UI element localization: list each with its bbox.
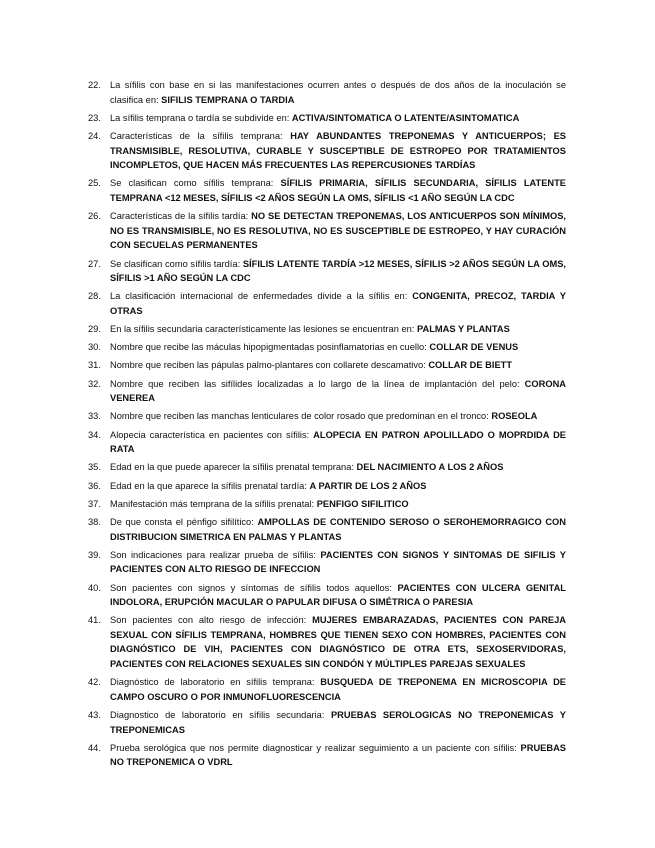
list-item xyxy=(88,322,566,337)
item-answer: SÍFILIS PRIMARIA, SÍFILIS SECUNDARIA, SÍFILIS LATENTE TEMPRANA <12 MESES, SÍFILIS <2 AÑOS SEGÚN LA OMS, SÍFILIS <1 AÑO SEGÚN LA CDC xyxy=(110,178,567,203)
item-number: 31. xyxy=(88,360,101,371)
list-item xyxy=(88,377,566,406)
item-question: Son indicaciones para realizar prueba de sífilis: xyxy=(110,549,321,560)
item-answer: PACIENTES CON ULCERA GENITAL INDOLORA, ERUPCIÓN MACULAR O PAPULAR DIFUSA O SIMÉTRICA O PARESIA xyxy=(110,582,566,608)
item-answer: PACIENTES CON SIGNOS Y SINTOMAS DE SIFILIS Y PACIENTES CON ALTO RIESGO DE INFECCION xyxy=(110,549,566,575)
item-text xyxy=(110,111,566,126)
item-answer: CORONA VENEREA xyxy=(110,378,566,404)
item-answer: BUSQUEDA DE TREPONEMA EN MICROSCOPIA DE CAMPO OSCURO O POR INMUNOFLUORESCENCIA xyxy=(110,677,566,702)
list-item xyxy=(88,176,566,205)
item-number: 29. xyxy=(88,324,101,335)
list-item xyxy=(88,78,566,107)
item-number: 24. xyxy=(88,130,101,141)
item-answer: HAY ABUNDANTES TREPONEMAS Y ANTICUERPOS; ES TRANSMISIBLE, RESOLUTIVA, CURABLE Y SUSCEPTIBLE DE ESTROPEO POR TRATAMIENTOS INCOMPLETOS, QUE HACEN MÁS FRECUENTES LAS REPERCUSIONES TARDÍAS xyxy=(110,130,566,171)
list-item xyxy=(88,257,566,286)
list-item xyxy=(88,129,566,173)
item-text xyxy=(110,479,566,494)
item-number: 22. xyxy=(88,80,101,90)
item-number: 32. xyxy=(88,378,101,389)
item-question: En la sífilis secundaria característicamente las lesiones se encuentran en: xyxy=(110,324,417,335)
item-text xyxy=(110,257,566,286)
item-answer: SÍFILIS LATENTE TARDÍA >12 MESES, SÍFILIS >2 AÑOS SEGÚN LA OMS, SÍFILIS >1 AÑO SEGÚN LA CDC xyxy=(110,258,566,284)
item-answer: ROSEOLA xyxy=(491,411,538,422)
item-answer: PENFIGO SIFILITICO xyxy=(316,498,409,509)
item-text xyxy=(110,675,566,704)
item-text xyxy=(110,741,566,770)
item-number: 27. xyxy=(88,258,101,269)
item-text xyxy=(110,129,566,173)
item-number: 43. xyxy=(88,710,101,721)
item-answer: PALMAS Y PLANTAS xyxy=(416,324,510,335)
item-number: 30. xyxy=(88,342,101,353)
item-answer: PRUEBAS SEROLOGICAS NO TREPONEMICAS Y TREPONEMICAS xyxy=(110,710,566,735)
item-question: Nombre que reciben las pápulas palmo-plantares con collarete descamativo: xyxy=(110,360,429,371)
list-item xyxy=(88,613,566,671)
item-answer: ACTIVA/SINTOMATICA O LATENTE/ASINTOMATICA xyxy=(291,112,520,123)
item-number: 39. xyxy=(88,549,101,560)
list-item xyxy=(88,111,566,126)
item-number: 38. xyxy=(88,516,101,527)
item-text xyxy=(110,289,566,318)
item-number: 36. xyxy=(88,480,101,491)
item-question: De que consta el pénfigo sifilítico: xyxy=(110,516,258,527)
item-answer: COLLAR DE BIETT xyxy=(428,360,513,371)
item-answer: MUJERES EMBARAZADAS, PACIENTES CON PAREJA SEXUAL CON SÍFILIS TEMPRANA, HOMBRES QUE TIENEN SEXO CON HOMBRES, PACIENTES CON DIAGNÓSTICO DE VIH, PACIENTES CON DIAGNÓSTICO DE OTRA ETS, SEXOSERVIDORAS, PACIENTES CON RELACIONES SEXUALES SIN CONDÓN Y MÚLTIPLES PAREJAS SEXUALES xyxy=(110,615,566,670)
item-answer: ALOPECIA EN PATRON APOLILLADO O MOPRDIDA DE RATA xyxy=(110,429,566,455)
list-item xyxy=(88,289,566,318)
item-question: Se clasifican como sífilis tardía: xyxy=(110,258,243,269)
item-question: La sífilis temprana o tardía se subdivide en: xyxy=(110,112,292,123)
item-number: 33. xyxy=(88,411,101,422)
item-question: Nombre que recibe las máculas hipopigmentadas posinflamatorias en cuello: xyxy=(110,342,430,353)
item-text xyxy=(110,209,566,253)
item-text xyxy=(110,377,566,406)
list-item xyxy=(88,358,566,373)
item-text xyxy=(110,581,566,610)
item-text xyxy=(110,515,566,544)
item-question: Edad en la que puede aparecer la sífilis prenatal temprana: xyxy=(110,462,357,473)
item-question: Características de la sífilis tardía: xyxy=(110,211,252,222)
item-number: 25. xyxy=(88,178,101,189)
item-number: 44. xyxy=(88,742,101,753)
list-item xyxy=(88,479,566,494)
item-number: 34. xyxy=(88,429,101,440)
list-item xyxy=(88,675,566,704)
item-answer: AMPOLLAS DE CONTENIDO SEROSO O SEROHEMORRAGICO CON DISTRIBUCION SIMETRICA EN PALMAS Y PLANTAS xyxy=(110,516,566,542)
item-text xyxy=(110,497,566,512)
item-text xyxy=(110,78,566,107)
item-answer: DEL NACIMIENTO A LOS 2 AÑOS xyxy=(356,462,504,473)
item-number: 28. xyxy=(88,291,101,302)
item-answer: A PARTIR DE LOS 2 AÑOS xyxy=(309,480,427,491)
list-item xyxy=(88,460,566,475)
item-answer: COLLAR DE VENUS xyxy=(429,342,519,353)
item-number: 37. xyxy=(88,498,101,509)
item-number: 35. xyxy=(88,462,101,473)
item-text xyxy=(110,358,566,373)
item-text xyxy=(110,340,566,355)
item-answer: SIFILIS TEMPRANA O TARDIA xyxy=(161,94,295,105)
item-text xyxy=(110,613,566,671)
list-item xyxy=(88,409,566,424)
item-text xyxy=(110,322,566,337)
list-item xyxy=(88,340,566,355)
item-answer: PRUEBAS NO TREPONEMICA O VDRL xyxy=(110,742,566,768)
item-question: Edad en la que aparece la sífilis prenatal tardía: xyxy=(110,480,310,491)
item-question: Nombre que reciben las sifílides localizadas a lo largo de la línea de implantación del pelo: xyxy=(110,378,525,389)
item-question: Manifestación más temprana de la sífilis prenatal: xyxy=(110,498,317,509)
item-text xyxy=(110,409,566,424)
item-answer: NO SE DETECTAN TREPONEMAS, LOS ANTICUERPOS SON MÍNIMOS, NO ES TRANSMISIBLE, NO ES RESOLUTIVA, NO ES SUSCEPTIBLE DE ESTROPEO, Y HAY CURACIÓN CON SECUELAS PERMANENTES xyxy=(110,211,566,251)
item-answer: CONGENITA, PRECOZ, TARDIA Y OTRAS xyxy=(110,291,566,316)
item-question: Diagnóstico de laboratorio en sífilis temprana: xyxy=(110,677,321,688)
item-number: 41. xyxy=(88,615,101,626)
list-item xyxy=(88,497,566,512)
item-question: Nombre que reciben las manchas lenticulares de color rosado que predominan en el tronco: xyxy=(110,411,492,422)
item-question: Diagnostico de laboratorio en sífilis secundaria: xyxy=(110,710,331,721)
item-question: La clasificación internacional de enfermedades divide a la sífilis en: xyxy=(110,291,413,302)
item-number: 40. xyxy=(88,582,101,593)
list-item xyxy=(88,209,566,253)
question-list xyxy=(88,78,566,774)
list-item xyxy=(88,548,566,577)
item-question: Son pacientes con signos y síntomas de sífilis todos aquellos: xyxy=(110,582,398,593)
list-item xyxy=(88,515,566,544)
item-question: Alopecia característica en pacientes con sífilis: xyxy=(110,429,314,440)
item-question: Prueba serológica que nos permite diagnosticar y realizar seguimiento a un paciente con sífilis: xyxy=(110,742,521,753)
item-number: 23. xyxy=(88,112,101,123)
item-text xyxy=(110,460,566,475)
item-question: La sífilis con base en si las manifestaciones ocurren antes o después de dos años de la inoculación se clasifica en: xyxy=(110,80,566,105)
list-item xyxy=(88,708,566,737)
list-item xyxy=(88,741,566,770)
item-question: Se clasifican como sífilis temprana: xyxy=(110,178,281,189)
item-question: Características de la sífilis temprana: xyxy=(110,130,291,141)
item-text xyxy=(110,176,566,205)
item-text xyxy=(110,548,566,577)
item-text xyxy=(110,708,566,737)
list-item xyxy=(88,581,566,610)
list-item xyxy=(88,428,566,457)
item-text xyxy=(110,428,566,457)
item-number: 42. xyxy=(88,677,101,688)
item-number: 26. xyxy=(88,211,101,222)
item-question: Son pacientes con alto riesgo de infección: xyxy=(110,615,313,626)
